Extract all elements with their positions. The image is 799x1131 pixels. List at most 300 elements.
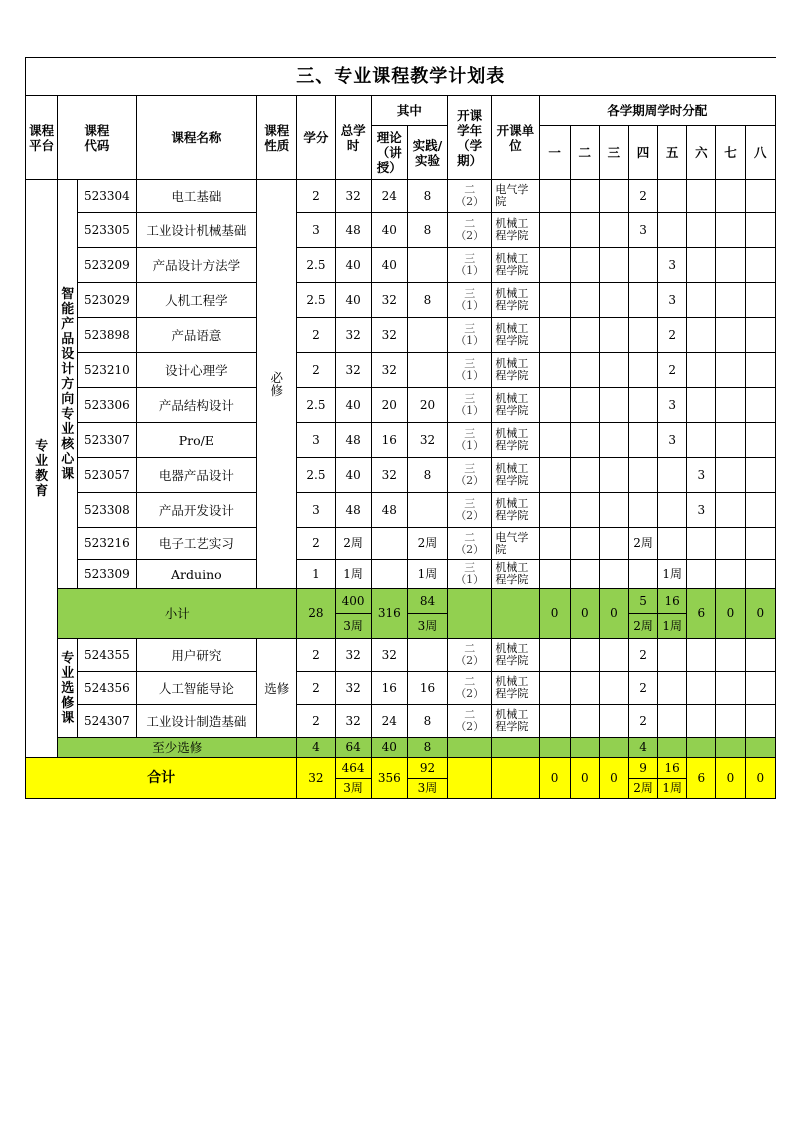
- total-hours: 32: [335, 180, 371, 213]
- semester-hours: [745, 672, 775, 705]
- total-hours: 32: [335, 318, 371, 353]
- total-hours: 48: [335, 423, 371, 458]
- semester-hours: [539, 493, 570, 528]
- semester-hours: [658, 528, 687, 560]
- semester-hours: [628, 283, 657, 318]
- semester-hours: [539, 180, 570, 213]
- total-sem4-bottom: 2周: [628, 779, 657, 799]
- theory-hours: 32: [371, 353, 407, 388]
- term: 二（2）: [448, 528, 492, 560]
- total-hours: 48: [335, 213, 371, 248]
- table-row: [26, 672, 776, 705]
- semester-hours: [687, 353, 716, 388]
- semester-hours: [570, 493, 599, 528]
- min-elective-row: [26, 738, 776, 758]
- course-code: 523210: [78, 353, 136, 388]
- credit: 3: [297, 493, 335, 528]
- unit: 机械工程学院: [492, 560, 539, 589]
- semester-hours: 2: [628, 639, 657, 672]
- semester-hours: [745, 248, 775, 283]
- practice-hours: 20: [407, 388, 447, 423]
- semester-hours: [716, 213, 745, 248]
- unit: 机械工程学院: [492, 283, 539, 318]
- semester-hours: [599, 705, 628, 738]
- credit: 2: [297, 528, 335, 560]
- header-practice: 实践/实验: [407, 126, 447, 180]
- semester-hours: [539, 528, 570, 560]
- semester-hours: [745, 213, 775, 248]
- course-code: 523308: [78, 493, 136, 528]
- credit: 2.5: [297, 458, 335, 493]
- semester-hours: [687, 180, 716, 213]
- theory-hours: 16: [371, 672, 407, 705]
- practice-hours: [407, 318, 447, 353]
- semester-hours: [599, 248, 628, 283]
- semester-hours: [745, 388, 775, 423]
- min-elective-sem1: [539, 738, 570, 758]
- semester-hours: [716, 528, 745, 560]
- total-sem8: 0: [745, 758, 775, 799]
- practice-hours: 8: [407, 180, 447, 213]
- total-sem7: 0: [716, 758, 745, 799]
- semester-hours: [570, 388, 599, 423]
- unit: 机械工程学院: [492, 353, 539, 388]
- practice-hours: [407, 353, 447, 388]
- semester-hours: [628, 318, 657, 353]
- subtotal-sem6: 6: [687, 589, 716, 639]
- credit: 2.5: [297, 283, 335, 318]
- unit: 机械工程学院: [492, 705, 539, 738]
- semester-hours: [658, 639, 687, 672]
- table-row: [26, 639, 776, 672]
- semester-hours: 2: [628, 705, 657, 738]
- course-name: 人机工程学: [136, 283, 257, 318]
- credit: 2: [297, 705, 335, 738]
- semester-hours: 2: [658, 353, 687, 388]
- course-code: 523307: [78, 423, 136, 458]
- total-practice-top: 92: [407, 758, 447, 779]
- subtotal-sem2: 0: [570, 589, 599, 639]
- semester-hours: [599, 213, 628, 248]
- semester-hours: [570, 560, 599, 589]
- term: 三（2）: [448, 458, 492, 493]
- total-sem6: 6: [687, 758, 716, 799]
- term: 二（2）: [448, 213, 492, 248]
- semester-hours: [599, 353, 628, 388]
- theory-hours: 24: [371, 180, 407, 213]
- total-theory: 356: [371, 758, 407, 799]
- semester-hours: [745, 639, 775, 672]
- semester-hours: [539, 213, 570, 248]
- course-code: 523029: [78, 283, 136, 318]
- semester-hours: [539, 423, 570, 458]
- semester-hours: [658, 213, 687, 248]
- semester-hours: [599, 493, 628, 528]
- semester-hours: [599, 318, 628, 353]
- term: 二（2）: [448, 639, 492, 672]
- semester-hours: [628, 248, 657, 283]
- total-hours: 40: [335, 283, 371, 318]
- subtotal-credit: 28: [297, 589, 335, 639]
- semester-hours: [570, 248, 599, 283]
- semester-hours: [628, 388, 657, 423]
- term: 三（1）: [448, 388, 492, 423]
- semester-hours: [628, 493, 657, 528]
- semester-hours: [570, 318, 599, 353]
- semester-hours: [599, 672, 628, 705]
- semester-hours: [687, 318, 716, 353]
- min-elective-sem: [687, 738, 716, 758]
- course-name: 产品结构设计: [136, 388, 257, 423]
- total-hours: 40: [335, 388, 371, 423]
- table-row: [26, 423, 776, 458]
- total-hours: 32: [335, 672, 371, 705]
- total-hours: 32: [335, 639, 371, 672]
- theory-hours: 16: [371, 423, 407, 458]
- header-total-hours: 总学时: [335, 96, 371, 180]
- total-label: 合计: [26, 758, 297, 799]
- semester-hours: [599, 639, 628, 672]
- term: 二（2）: [448, 672, 492, 705]
- header-weekly: 各学期周学时分配: [539, 96, 775, 126]
- course-code: 523898: [78, 318, 136, 353]
- credit: 3: [297, 213, 335, 248]
- semester-hours: [570, 639, 599, 672]
- semester-hours: [658, 493, 687, 528]
- semester-hours: [570, 705, 599, 738]
- credit: 1: [297, 560, 335, 589]
- unit: 电气学院: [492, 528, 539, 560]
- semester-hours: [658, 705, 687, 738]
- practice-hours: [407, 493, 447, 528]
- header-code: 课程代码: [58, 96, 136, 180]
- practice-hours: 8: [407, 705, 447, 738]
- semester-hours: [599, 458, 628, 493]
- subtotal-practice-bottom: 3周: [407, 614, 447, 639]
- term: 三（2）: [448, 493, 492, 528]
- subtotal-sem4-top: 5: [628, 589, 657, 614]
- table-row: [26, 388, 776, 423]
- semester-hours: [539, 560, 570, 589]
- subtotal-term: [448, 589, 492, 639]
- semester-hours: [539, 318, 570, 353]
- semester-hours: [716, 672, 745, 705]
- semester-hours: [745, 705, 775, 738]
- course-name: 产品设计方法学: [136, 248, 257, 283]
- semester-hours: [687, 248, 716, 283]
- semester-hours: [716, 388, 745, 423]
- course-code: 523209: [78, 248, 136, 283]
- total-sem1: 0: [539, 758, 570, 799]
- semester-hours: [687, 423, 716, 458]
- header-semester: 二: [570, 126, 599, 180]
- unit: 机械工程学院: [492, 423, 539, 458]
- table-row: [26, 248, 776, 283]
- semester-hours: [570, 213, 599, 248]
- min-elective-sem: [658, 738, 687, 758]
- semester-hours: [716, 180, 745, 213]
- header-unit: 开课单位: [492, 96, 539, 180]
- platform-label: 专业教育: [26, 180, 58, 758]
- semester-hours: [539, 353, 570, 388]
- semester-hours: 1周: [658, 560, 687, 589]
- theory-hours: 24: [371, 705, 407, 738]
- table-row: [26, 283, 776, 318]
- semester-hours: [539, 283, 570, 318]
- semester-hours: [628, 458, 657, 493]
- practice-hours: 32: [407, 423, 447, 458]
- theory-hours: 32: [371, 318, 407, 353]
- subtotal-sem1: 0: [539, 589, 570, 639]
- elective-label: 选修: [257, 639, 297, 738]
- semester-hours: [570, 458, 599, 493]
- semester-hours: [716, 353, 745, 388]
- total-hours: 40: [335, 248, 371, 283]
- semester-hours: [687, 388, 716, 423]
- semester-hours: [687, 639, 716, 672]
- course-name: 工业设计制造基础: [136, 705, 257, 738]
- min-elective-sem: [745, 738, 775, 758]
- semester-hours: 2周: [628, 528, 657, 560]
- semester-hours: [599, 283, 628, 318]
- course-code: 523304: [78, 180, 136, 213]
- unit: 电气学院: [492, 180, 539, 213]
- course-code: 524307: [78, 705, 136, 738]
- semester-hours: 3: [658, 423, 687, 458]
- semester-hours: 2: [628, 180, 657, 213]
- term: 二（2）: [448, 180, 492, 213]
- header-credit: 学分: [297, 96, 335, 180]
- credit: 2: [297, 180, 335, 213]
- semester-hours: [687, 672, 716, 705]
- semester-hours: [745, 353, 775, 388]
- semester-hours: 2: [658, 318, 687, 353]
- table-row: [26, 528, 776, 560]
- page-title: 三、专业课程教学计划表: [26, 58, 776, 96]
- course-name: 电子工艺实习: [136, 528, 257, 560]
- total-practice-bottom: 3周: [407, 779, 447, 799]
- subtotal-theory: 316: [371, 589, 407, 639]
- subtotal-label: 小计: [58, 589, 297, 639]
- term: 二（2）: [448, 705, 492, 738]
- subtotal-hours-top: 400: [335, 589, 371, 614]
- semester-hours: 3: [628, 213, 657, 248]
- semester-hours: 3: [687, 458, 716, 493]
- semester-hours: [687, 705, 716, 738]
- term: 三（1）: [448, 423, 492, 458]
- practice-hours: 16: [407, 672, 447, 705]
- credit: 2: [297, 672, 335, 705]
- total-sem5-bottom: 1周: [658, 779, 687, 799]
- theory-hours: 40: [371, 248, 407, 283]
- core-group-label: 智能产品设计方向专业核心课: [58, 180, 78, 589]
- table-row: [26, 458, 776, 493]
- semester-hours: [599, 388, 628, 423]
- course-name: 电工基础: [136, 180, 257, 213]
- semester-hours: [658, 458, 687, 493]
- theory-hours: 32: [371, 639, 407, 672]
- semester-hours: [716, 423, 745, 458]
- unit: 机械工程学院: [492, 248, 539, 283]
- min-elective-sem: [716, 738, 745, 758]
- min-elective-label: 至少选修: [58, 738, 297, 758]
- practice-hours: 8: [407, 458, 447, 493]
- semester-hours: [570, 353, 599, 388]
- semester-hours: [745, 528, 775, 560]
- theory-hours: 48: [371, 493, 407, 528]
- term: 三（1）: [448, 248, 492, 283]
- total-term: [448, 758, 492, 799]
- course-code: 523057: [78, 458, 136, 493]
- header-among: 其中: [371, 96, 447, 126]
- course-name: Pro/E: [136, 423, 257, 458]
- unit: 机械工程学院: [492, 458, 539, 493]
- unit: 机械工程学院: [492, 388, 539, 423]
- theory-hours: 32: [371, 458, 407, 493]
- course-name: 用户研究: [136, 639, 257, 672]
- term: 三（1）: [448, 283, 492, 318]
- total-sem3: 0: [599, 758, 628, 799]
- course-name: 产品开发设计: [136, 493, 257, 528]
- semester-hours: 3: [687, 493, 716, 528]
- course-name: 设计心理学: [136, 353, 257, 388]
- subtotal-unit: [492, 589, 539, 639]
- credit: 2: [297, 639, 335, 672]
- course-code: 524355: [78, 639, 136, 672]
- required-label: 必修: [257, 180, 297, 589]
- semester-hours: [745, 560, 775, 589]
- practice-hours: [407, 248, 447, 283]
- semester-hours: [687, 528, 716, 560]
- min-elective-practice: 8: [407, 738, 447, 758]
- term: 三（1）: [448, 318, 492, 353]
- credit: 2.5: [297, 248, 335, 283]
- subtotal-sem5-top: 16: [658, 589, 687, 614]
- course-name: 电器产品设计: [136, 458, 257, 493]
- theory-hours: [371, 560, 407, 589]
- unit: 机械工程学院: [492, 318, 539, 353]
- practice-hours: 8: [407, 283, 447, 318]
- total-hours: 40: [335, 458, 371, 493]
- header-semester: 五: [658, 126, 687, 180]
- total-sem5-top: 16: [658, 758, 687, 779]
- header-nature: 课程性质: [257, 96, 297, 180]
- subtotal-hours-bottom: 3周: [335, 614, 371, 639]
- min-elective-sem3: [599, 738, 628, 758]
- total-hours: 32: [335, 353, 371, 388]
- total-hours: 32: [335, 705, 371, 738]
- table-row: [26, 353, 776, 388]
- theory-hours: 20: [371, 388, 407, 423]
- header-semester: 三: [599, 126, 628, 180]
- header-semester: 一: [539, 126, 570, 180]
- total-hours-bottom: 3周: [335, 779, 371, 799]
- semester-hours: [745, 423, 775, 458]
- semester-hours: [599, 560, 628, 589]
- semester-hours: [745, 318, 775, 353]
- semester-hours: [716, 283, 745, 318]
- semester-hours: [745, 458, 775, 493]
- course-name: 产品语意: [136, 318, 257, 353]
- theory-hours: 32: [371, 283, 407, 318]
- semester-hours: [570, 180, 599, 213]
- semester-hours: [716, 318, 745, 353]
- subtotal-practice-top: 84: [407, 589, 447, 614]
- term: 三（1）: [448, 353, 492, 388]
- course-name: 人工智能导论: [136, 672, 257, 705]
- practice-hours: 2周: [407, 528, 447, 560]
- semester-hours: [539, 458, 570, 493]
- total-hours: 48: [335, 493, 371, 528]
- semester-hours: [745, 180, 775, 213]
- subtotal-sem3: 0: [599, 589, 628, 639]
- semester-hours: [745, 283, 775, 318]
- course-code: 523306: [78, 388, 136, 423]
- total-sem2: 0: [570, 758, 599, 799]
- table-row: [26, 318, 776, 353]
- total-hours-top: 464: [335, 758, 371, 779]
- header-semester: 四: [628, 126, 657, 180]
- min-elective-term: [448, 738, 492, 758]
- semester-hours: [716, 493, 745, 528]
- header-theory: 理论（讲授）: [371, 126, 407, 180]
- unit: 机械工程学院: [492, 213, 539, 248]
- semester-hours: [628, 423, 657, 458]
- subtotal-sem4-bottom: 2周: [628, 614, 657, 639]
- semester-hours: [716, 458, 745, 493]
- subtotal-sem8: 0: [745, 589, 775, 639]
- semester-hours: [658, 180, 687, 213]
- practice-hours: 1周: [407, 560, 447, 589]
- header-semester: 七: [716, 126, 745, 180]
- semester-hours: [570, 423, 599, 458]
- practice-hours: [407, 639, 447, 672]
- semester-hours: [539, 639, 570, 672]
- min-elective-sem4: 4: [628, 738, 657, 758]
- course-code: 523309: [78, 560, 136, 589]
- table-row: [26, 180, 776, 213]
- table-row: [26, 213, 776, 248]
- header-semester: 六: [687, 126, 716, 180]
- total-hours: 1周: [335, 560, 371, 589]
- credit: 3: [297, 423, 335, 458]
- total-row: [26, 758, 776, 779]
- semester-hours: [658, 672, 687, 705]
- theory-hours: [371, 528, 407, 560]
- header-name: 课程名称: [136, 96, 257, 180]
- semester-hours: [539, 705, 570, 738]
- table-row: [26, 705, 776, 738]
- semester-hours: [745, 493, 775, 528]
- course-code: 523305: [78, 213, 136, 248]
- course-name: 工业设计机械基础: [136, 213, 257, 248]
- semester-hours: [716, 560, 745, 589]
- course-name: Arduino: [136, 560, 257, 589]
- semester-hours: 3: [658, 248, 687, 283]
- semester-hours: [599, 528, 628, 560]
- practice-hours: 8: [407, 213, 447, 248]
- semester-hours: [716, 248, 745, 283]
- semester-hours: 3: [658, 283, 687, 318]
- semester-hours: [628, 353, 657, 388]
- table-row: [26, 493, 776, 528]
- min-elective-credit: 4: [297, 738, 335, 758]
- total-credit: 32: [297, 758, 335, 799]
- subtotal-sem7: 0: [716, 589, 745, 639]
- semester-hours: 2: [628, 672, 657, 705]
- semester-hours: [539, 388, 570, 423]
- semester-hours: [716, 705, 745, 738]
